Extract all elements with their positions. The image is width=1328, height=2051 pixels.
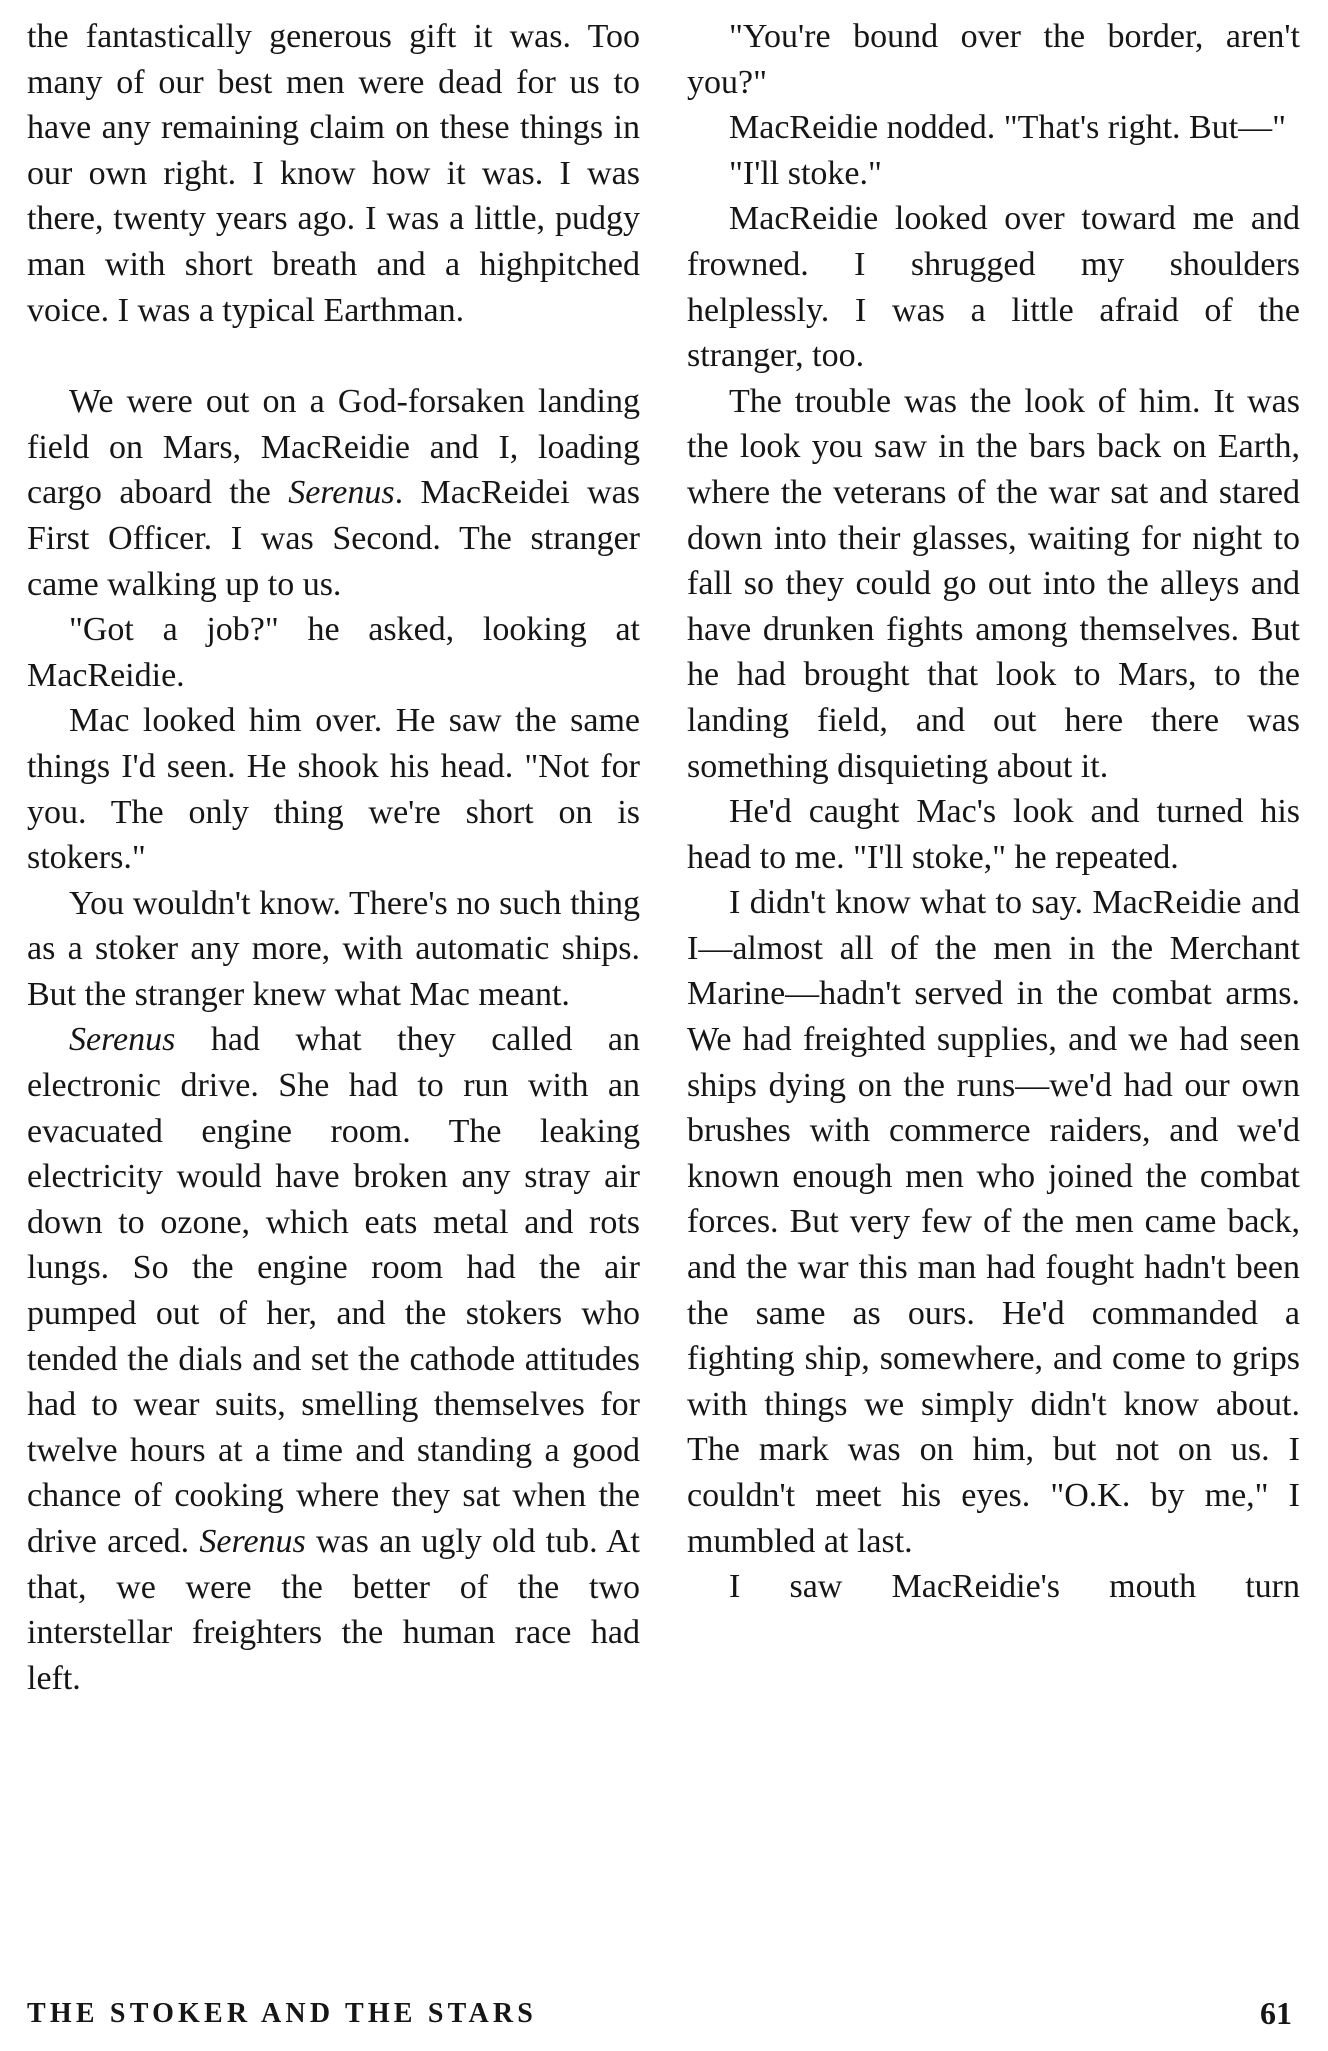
text-run: had what they called an electronic drive. She had to run with an evacuated engine room. The leaking electricity would have broken any stray air down to ozone, which eats metal and rots lungs. So the engine room had the air pumped out of her, and the stokers who tended the dials and set the cathode attitudes had to wear suits, smelling themselves for twelve hours at a time and standing a good chance of cooking where they sat when the drive arced. (27, 1021, 640, 1560)
paragraph: "I'll stoke." (729, 154, 882, 192)
page-footer (27, 1995, 1292, 2038)
left-column (27, 14, 640, 1701)
paragraph (27, 379, 640, 607)
paragraph: The trouble was the look of him. It was the look you saw in the bars back on Earth, where the veterans of the war sat and stared down into their glasses, waiting for night to fall so they could go out into the alleys and have drunken fights among themselves. But he had brought that look to Mars, to the landing field, and out here there was something disquieting about it. (687, 382, 1300, 785)
paragraph: He'd caught Mac's look and turned his head to me. "I'll stoke," he repeated. (687, 793, 1300, 876)
paragraph (27, 1017, 640, 1701)
page-number: 61 (1260, 1995, 1292, 2031)
paragraph: Mac looked him over. He saw the same things I'd seen. He shook his head. "Not for you. The only thing we're short on is stokers." (27, 702, 640, 877)
paragraph: the fantastically generous gift it was. Too many of our best men were dead for us to have any remaining claim on these things in our own right. I know how it was. I was there, twenty years ago. I was a little, pudgy man with short breath and a highpitched voice. I was a typical Earthman. (27, 18, 640, 329)
running-title: THE STOKER AND THE STARS (27, 1998, 538, 2029)
paragraph: I saw MacReidie's mouth turn (729, 1568, 1300, 1606)
right-column (687, 14, 1300, 1610)
ship-name: Serenus (69, 1021, 176, 1059)
paragraph: MacReidie nodded. "That's right. But—" (729, 109, 1287, 147)
ship-name: Serenus (288, 474, 395, 512)
paragraph: I didn't know what to say. MacReidie and I—almost all of the men in the Merchant Marine—hadn't served in the combat arms. We had freighted supplies, and we had seen ships dying on the runs—we'd had our own brushes with commerce raiders, and we'd known enough men who joined the combat forces. But very few of the men came back, and the war this man had fought hadn't been the same as ours. He'd commanded a fighting ship, somewhere, and come to grips with things we simply didn't know about. The mark was on him, but not on us. I couldn't meet his eyes. "O.K. by me," I mumbled at last. (687, 884, 1300, 1560)
text-run: was an ugly old tub. At that, we were the better of the two interstellar freighters the human race had left. (27, 1523, 640, 1697)
paragraph: You wouldn't know. There's no such thing as a stoker any more, with automatic ships. But the stranger knew what Mac meant. (27, 884, 640, 1013)
text-run: . MacReidei was First Officer. I was Second. The stranger came walking up to us. (27, 474, 641, 603)
paragraph: "You're bound over the border, aren't you?" (687, 18, 1300, 101)
ship-name: Serenus (199, 1523, 306, 1560)
paragraph: MacReidie looked over toward me and frowned. I shrugged my shoulders helplessly. I was a little afraid of the stranger, too. (687, 200, 1300, 375)
paragraph: "Got a job?" he asked, looking at MacReidie. (27, 611, 640, 694)
text-run: We were out on a God-forsaken landing field on Mars, MacReidie and I, loading cargo aboard the (27, 383, 640, 512)
